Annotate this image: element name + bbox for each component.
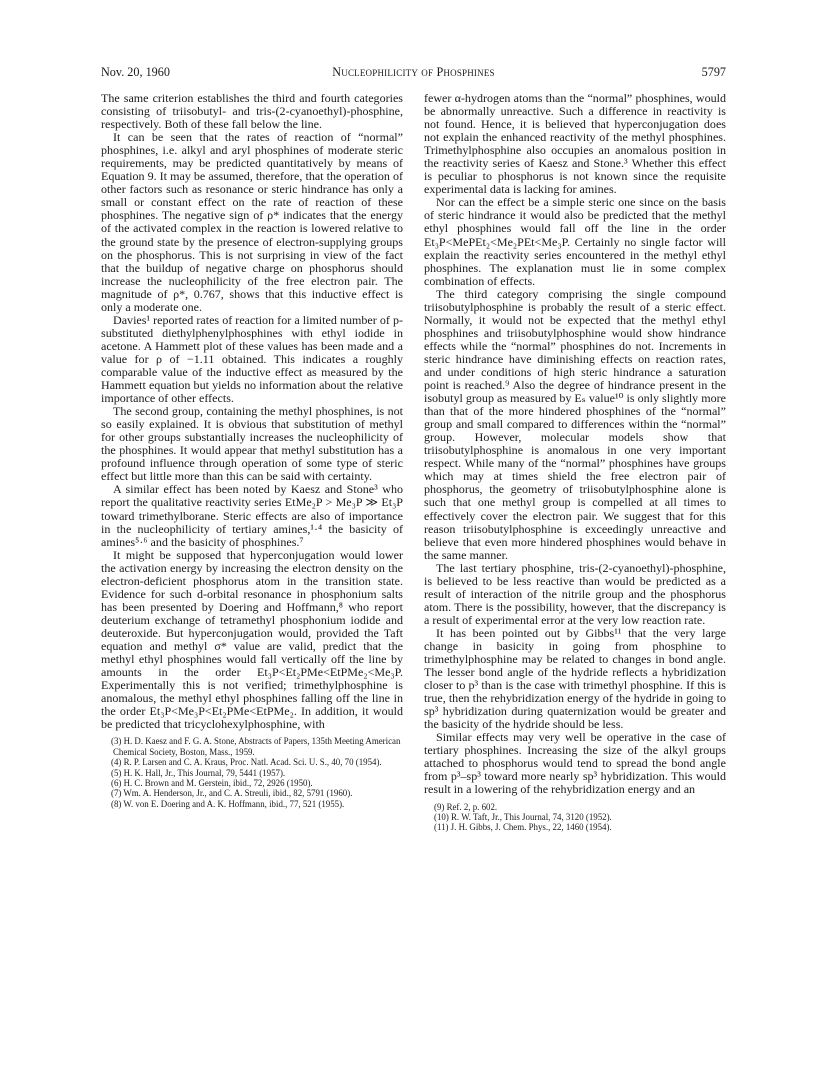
- paragraph: The second group, containing the methyl phosphines, is not so easily explained. It is obvious that substitution of methyl for other groups substantially increases the nucleophilicity of the phosphines. It would appear that methyl substitution has a profound influence through operation of some type of steric effect but little more than this can be said with certainty.: [101, 404, 403, 484]
- paragraph: It might be supposed that hyperconjugation would lower the activation energy by increasing the electron density on the electron-deficient phosphorus atom in the transition state. Evidence for such d-orbital resonance in phosphonium salts has been presented by Doering and Hoffmann,⁸ who report deuterium exchange of tetramethyl phosphonium iodide and deuteroxide. But hyperconjugation would, provided the Taft equation and methyl σ* value are valid, predict that the methyl ethyl phosphines would fall vertically off the line by amounts in the order Et₃P<Et₂PMe<EtPMe₂<Me₃P. Experimentally this is not verified; trimethylphosphine is anomalous, the methyl ethyl phosphines falling off the line in the order Et₃P<Me₃P<Et₂PMe<EtPMe₂. In addition, it would be predicted that tricyclohexylphosphine, with: [101, 547, 403, 732]
- footnote: (9) Ref. 2, p. 602.: [434, 801, 498, 812]
- paragraph: A similar effect has been noted by Kaesz and Stone³ who report the qualitative reactivity series EtMe₂P > Me₃P ≫ Et₃P toward trimethylborane. Steric effects are also of importance in the nucleophilicity of tertiary amines,¹·⁴ the basicity of amines⁵·⁶ and the basicity of phosphines.⁷: [101, 482, 403, 549]
- paragraph: Davies¹ reported rates of reaction for a limited number of p-substituted diethylphenylphosphines with ethyl iodide in acetone. A Hammett plot of these values has been made and a value for ρ of −1.11 obtained. This indicates a roughly comparable value of the inductive effect as measured by the Hammett equation but yields no information about the relative importance of other effects.: [101, 312, 403, 406]
- footnote: (5) H. K. Hall, Jr., This Journal, 79, 5441 (1957).: [111, 767, 286, 778]
- paragraph: fewer α-hydrogen atoms than the “normal” phosphines, would be abnormally unreactive. Such a difference in reactivity is not found. Hence, it is believed that hyperconjugation does not explain the enhanced reactivity of the methyl phosphines. Trimethylphosphine also occupies an anomalous position in the reactivity series of Kaesz and Stone.³ Whether this effect is peculiar to phosphorus is not known since the requisite experimental data is lacking for amines.: [424, 91, 726, 197]
- footnote: (11) J. H. Gibbs, J. Chem. Phys., 22, 1460 (1954).: [434, 822, 612, 833]
- footnote: (10) R. W. Taft, Jr., This Journal, 74, 3120 (1952).: [434, 811, 612, 822]
- footnote: (7) Wm. A. Henderson, Jr., and C. A. Streuli, ibid., 82, 5791 (1960).: [111, 788, 353, 799]
- left-column: [101, 92, 403, 809]
- header-title: Nucleophilicity of Phosphines: [332, 65, 495, 79]
- paragraph: The third category comprising the single compound triisobutylphosphine is probably the result of a steric effect. Normally, it would not be expected that the methyl ethyl phosphines and triisobutylphosphine would show hindrance effects while the “normal” phosphines do not. Increments in steric hindrance have diminishing effects on reaction rates, and under conditions of high steric hindrance a saturation point is reached.⁹ Also the degree of hindrance present in the isobutyl group as measured by Eₛ value¹⁰ is only slightly more than that of the more hindered phosphines of the “normal” group and small compared to differences within the “normal” group. However, molecular models show that triisobutylphosphine is anomalous in one very important respect. While many of the “normal” phosphines have groups which may at times shield the free electron pair of phosphorus, the geometry of triisobutylphosphine alone is such that one methyl group is compelled at all times to effectively cover the electron pair. We suggest that for this reason triisobutylphosphine is exceedingly unreactive and believe that even more hindered phosphines would behave in the same manner.: [424, 286, 726, 562]
- footnote: (6) H. C. Brown and M. Gerstein, ibid., 72, 2926 (1950).: [111, 777, 313, 788]
- footnote: (3) H. D. Kaesz and F. G. A. Stone, Abstracts of Papers, 135th Meeting American Chemical Society, Boston, Mass., 1959.: [111, 736, 401, 757]
- right-column: [424, 92, 726, 833]
- paragraph: Nor can the effect be a simple steric one since on the basis of steric hindrance it would also be predicted that the methyl ethyl phosphines would fall off the line in the order Et₃P<MePEt₂<Me₂PEt<Me₃P. Certainly no single factor will explain the reactivity series encountered in the methyl ethyl phosphines. The explanation must lie in some complex combination of effects.: [424, 195, 726, 288]
- paragraph: The last tertiary phosphine, tris-(2-cyanoethyl)-phosphine, is believed to be less reactive than would be predicted as a result of interaction of the nitrile group and the phosphorus atom. There is the possibility, however, that the discrepancy is a result of experimental error at the very low reaction rate.: [424, 560, 726, 627]
- paragraph: The same criterion establishes the third and fourth categories consisting of triisobutyl- and tris-(2-cyanoethyl)-phosphine, respectively. Both of these fall below the line.: [101, 91, 403, 132]
- paragraph: It has been pointed out by Gibbs¹¹ that the very large change in basicity in going from phosphine to trimethylphosphine may be related to changes in bond angle. The lesser bond angle of the hydride reflects a hybridization closer to p³ than is the case with trimethyl phosphine. If this is true, then the rehybridization energy of the hydride in going to sp³ hybridization during quaternization would be greater and the basicity of the hydride should be less.: [424, 625, 726, 732]
- paragraph: It can be seen that the rates of reaction of “normal” phosphines, i.e. alkyl and aryl phosphines of moderate steric requirements, may be predicted quantitatively by means of Equation 9. It may be assumed, therefore, that the operation of other factors such as resonance or steric hindrance has only a small or constant effect on the rate of reaction of these phosphines. The negative sign of ρ* indicates that the energy of the activated complex in the reaction is lowered relative to the ground state by the presence of electron-supplying groups on the phosphorus. This is not surprising in view of the fact that the buildup of negative charge on phosphorus should increase the nucleophilicity of the free electron pair. The magnitude of ρ*, 0.767, shows that this inductive effect is only a moderate one.: [101, 130, 403, 314]
- header-date: Nov. 20, 1960: [101, 65, 170, 79]
- footnote: (4) R. P. Larsen and C. A. Kraus, Proc. Natl. Acad. Sci. U. S., 40, 70 (1954).: [111, 757, 382, 768]
- running-header: [101, 65, 726, 81]
- footnote: (8) W. von E. Doering and A. K. Hoffmann, ibid., 77, 521 (1955).: [111, 798, 345, 809]
- footnotes: [424, 802, 726, 833]
- footnotes: [101, 736, 403, 809]
- header-page-number: 5797: [701, 65, 726, 79]
- paragraph: Similar effects may very well be operative in the case of tertiary phosphines. Increasing the size of the alkyl groups attached to phosphorus would tend to spread the bond angle from p³–sp³ toward more nearly sp³ hybridization. This would result in a lowering of the rehybridization energy and an: [424, 730, 726, 797]
